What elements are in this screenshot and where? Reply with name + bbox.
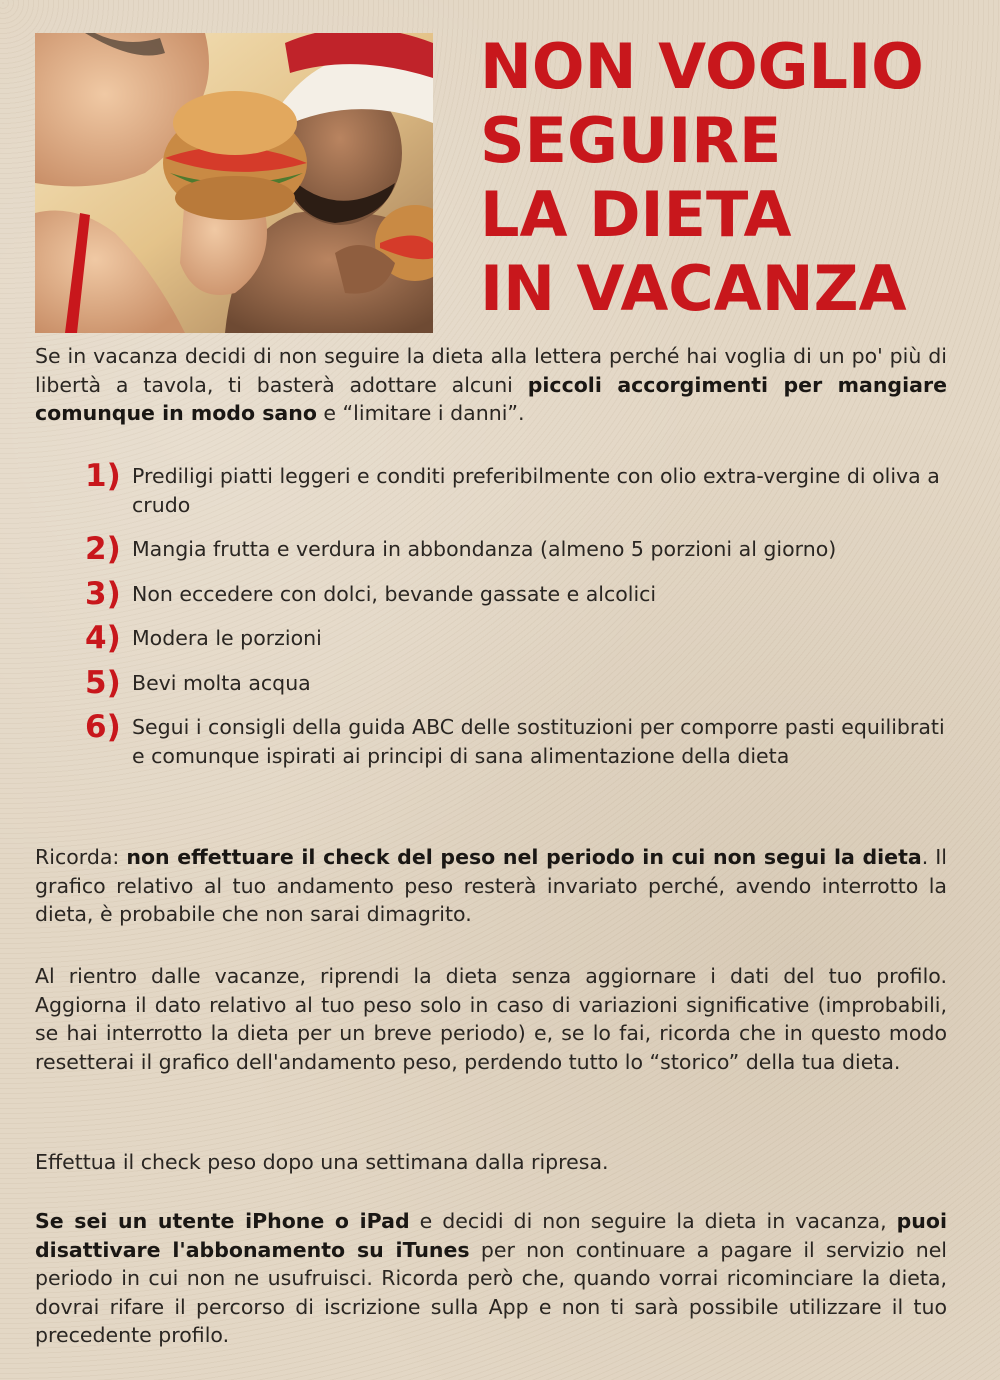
reminder-text-end: . Il grafico relativo al tuo andamento peso resterà invariato perché, avendo interrotto la dieta, è probabile che non sarai dimagrito. [35, 845, 947, 926]
intro-text-end: e “limitare i danni”. [316, 401, 525, 425]
list-item-text: Non eccedere con dolci, bevande gassate e alcolici [132, 581, 657, 606]
intro-paragraph [35, 342, 947, 428]
list-item-text: Segui i consigli della guida ABC delle sostituzioni per comporre pasti equilibrati e comunque ispirati ai principi di sana alimentazione della dieta [132, 715, 945, 768]
list-item-text: Prediligi piatti leggeri e conditi preferibilmente con olio extra-vergine di oliva a crudo [132, 464, 940, 517]
page-title [480, 30, 980, 326]
iphone-paragraph [35, 1207, 947, 1350]
reminder-text: Ricorda: [35, 845, 127, 869]
title-line: SEGUIRE [480, 104, 782, 177]
people-eating-burgers-photo [35, 33, 433, 333]
list-item [85, 531, 955, 567]
tips-list [85, 458, 955, 786]
title-line: NON VOGLIO [480, 30, 924, 103]
title-line: IN VACANZA [480, 252, 907, 325]
list-number: 2) [85, 531, 121, 567]
list-number: 6) [85, 709, 121, 745]
list-number: 1) [85, 458, 121, 494]
title-line: LA DIETA [480, 178, 792, 251]
intro-text: Se in vacanza decidi di non seguire la dieta alla lettera perché hai voglia di un po' più di libertà a tavola, ti basterà adottare alcuni [35, 344, 947, 397]
iphone-text-end: per non continuare a pagare il servizio nel periodo in cui non ne usufruisci. Ricorda però che, quando vorrai ricominciare la dieta, dovrai rifare il percorso di iscrizione sulla App e non ti sarà possibile utilizzare il tuo precedente profilo. [35, 1237, 947, 1347]
reminder-highlight: non effettuare il check del peso nel periodo in cui non segui la dieta [126, 845, 922, 869]
list-item [85, 620, 955, 656]
iphone-highlight: Se sei un utente iPhone o iPad [35, 1209, 410, 1233]
check-paragraph: Effettua il check peso dopo una settimana dalla ripresa. [35, 1150, 609, 1174]
iphone-text: e decidi di non seguire la dieta in vacanza, [409, 1209, 897, 1233]
list-number: 3) [85, 575, 121, 612]
reminder-paragraph [35, 843, 947, 929]
list-item-text: Mangia frutta e verdura in abbondanza (almeno 5 porzioni al giorno) [132, 537, 837, 561]
intro-highlight: piccoli accorgimenti per mangiare comunque in modo sano [35, 372, 947, 425]
list-number: 4) [85, 620, 121, 656]
list-item-text: Modera le porzioni [132, 626, 322, 650]
return-paragraph: Al rientro dalle vacanze, riprendi la dieta senza aggiornare i dati del tuo profilo. Aggiorna il dato relativo al tuo peso solo in caso di variazioni significative (improbabili, se hai interrotto la dieta per un breve periodo) e, se lo fai, ricorda che in questo modo resetterai il grafico dell'andamento peso, perdendo tutto lo “storico” della tua dieta. [35, 964, 947, 1074]
list-item [85, 709, 955, 770]
list-number: 5) [85, 664, 121, 701]
list-item [85, 458, 955, 519]
list-item [85, 575, 955, 612]
itunes-highlight: puoi disattivare l'abbonamento su iTunes [35, 1209, 947, 1262]
list-item [85, 664, 955, 701]
list-item-text: Bevi molta acqua [132, 670, 311, 695]
